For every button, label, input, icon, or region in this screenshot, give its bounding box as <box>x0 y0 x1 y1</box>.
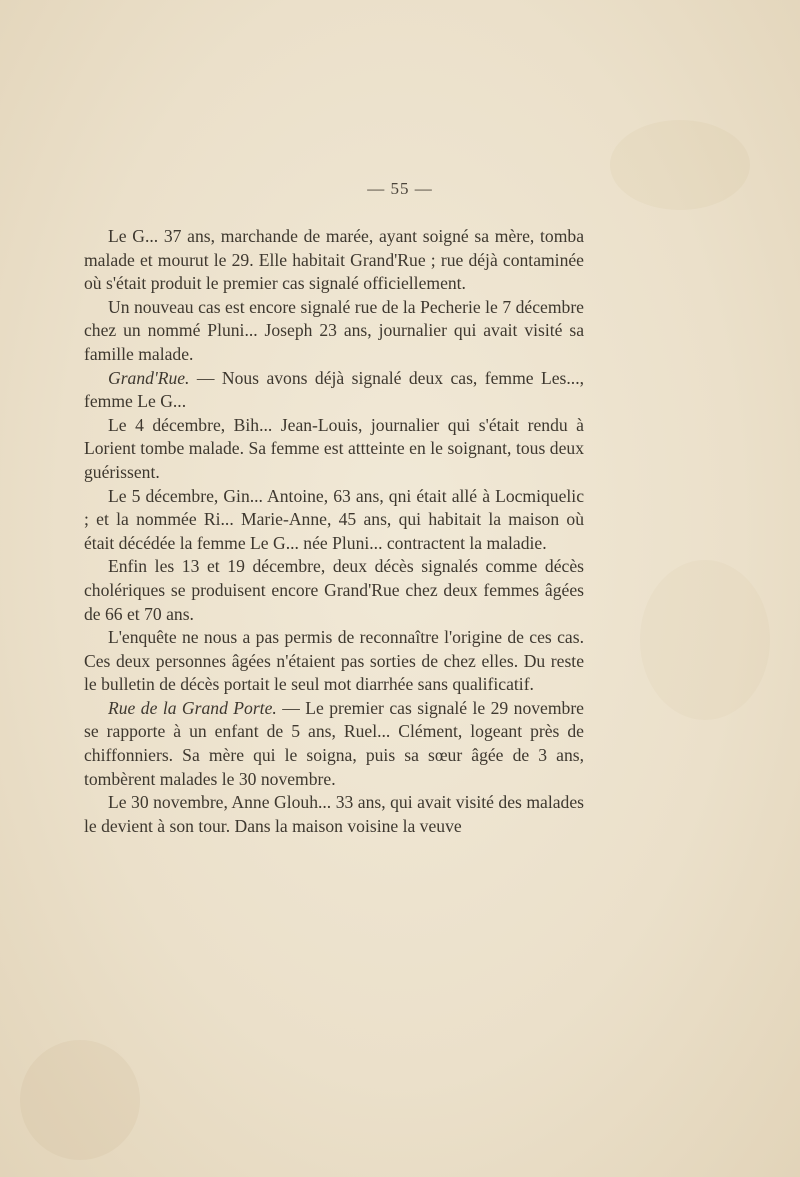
paragraph <box>84 555 584 626</box>
section-heading: Rue de la Grand Porte. <box>108 697 277 718</box>
paragraph-text: Un nouveau cas est encore signalé rue de la Pecherie le 7 décembre chez un nommé Pluni... Joseph 23 ans, journalier qui avait visité sa famille malade. <box>84 296 584 364</box>
body-text <box>84 225 584 838</box>
paragraph <box>84 414 584 485</box>
paragraph <box>84 296 584 367</box>
paragraph-text: Enfin les 13 et 19 décembre, deux décès signalés comme décès cholériques se produisent encore Grand'Rue chez deux femmes âgées de 66 et 70 ans. <box>84 556 584 624</box>
paragraph-text: — Le premier cas signalé le 29 novembre se rapporte à un enfant de 5 ans, Ruel... Clément, logeant près de chiffonniers. Sa mère qui le soigna, puis sa sœur âgée de 3 ans, tombèrent malades le 30 novembre. <box>84 697 584 789</box>
paragraph <box>84 485 584 556</box>
page-number: — 55 — <box>367 179 433 198</box>
paragraph-text: Le 30 novembre, Anne Glouh... 33 ans, qui avait visité des malades le devient à son tour. Dans la maison voisine la veuve <box>84 792 584 836</box>
paragraph-text: Le 5 décembre, Gin... Antoine, 63 ans, qni était allé à Locmiquelic ; et la nommée Ri... Marie-Anne, 45 ans, qui habitait la maison où était décédée la femme Le G... née Pluni... contractent la maladie. <box>84 485 584 553</box>
paragraph-text: Le 4 décembre, Bih... Jean-Louis, journalier qui s'était rendu à Lorient tombe malade. Sa femme est attteinte en le soignant, tous deux guérissent. <box>84 414 584 482</box>
paper-stain <box>20 1040 140 1160</box>
paragraph-text: L'enquête ne nous a pas permis de reconnaître l'origine de ces cas. Ces deux personnes âgées n'étaient pas sorties de chez elles. Du reste le bulletin de décès portait le seul mot diarrhée sans qualificatif. <box>84 627 584 695</box>
paragraph <box>84 791 584 838</box>
paragraph-text: Le G... 37 ans, marchande de marée, ayant soigné sa mère, tomba malade et mourut le 29. Elle habitait Grand'Rue ; rue déjà contaminée où s'était produit le premier cas signalé officiellement. <box>84 226 584 294</box>
paragraph <box>84 626 584 697</box>
paragraph-text: — Nous avons déjà signalé deux cas, femme Les..., femme Le G... <box>84 367 584 412</box>
paragraph <box>84 697 584 791</box>
section-heading: Grand'Rue. <box>108 367 190 388</box>
paragraph <box>84 367 584 414</box>
paper-stain <box>640 560 770 720</box>
paragraph <box>84 225 584 296</box>
